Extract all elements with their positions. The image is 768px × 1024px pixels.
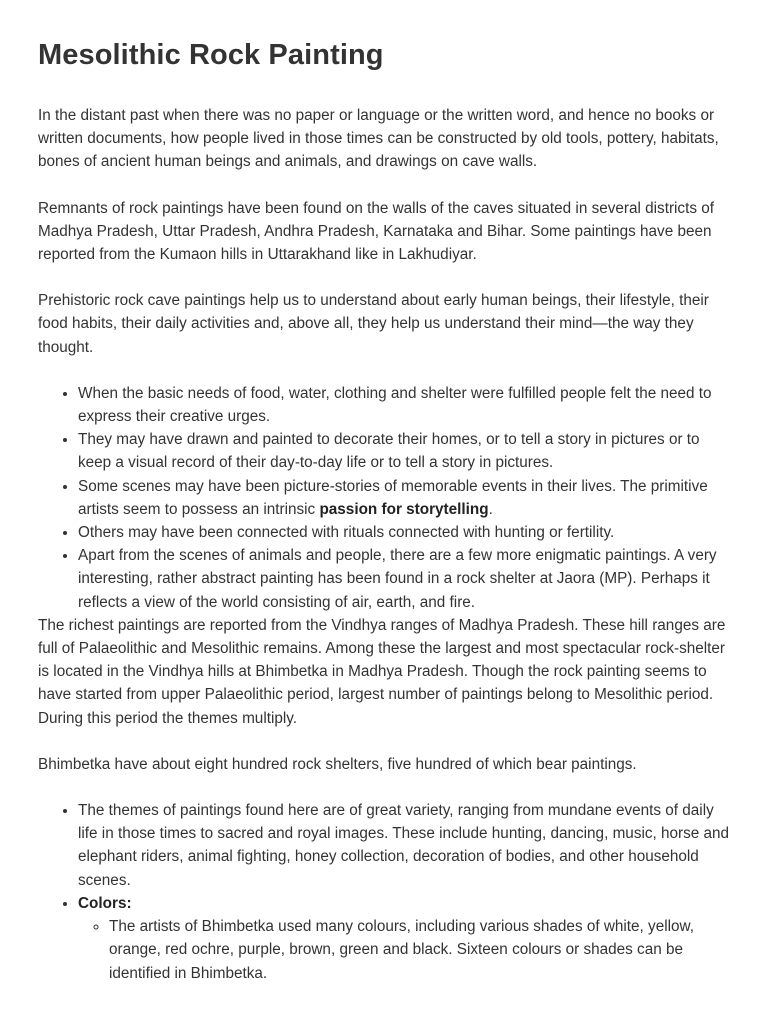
page-title: Mesolithic Rock Painting (38, 39, 384, 71)
list-item-colors (78, 892, 730, 985)
list-item-text: Some scenes may have been picture-stories of memorable events in their lives. The primitive artists seem to possess an intrinsic (78, 477, 708, 518)
list-item-text-end: . (488, 500, 493, 518)
paragraph-intro: In the distant past when there was no paper or language or the written word, and hence no books or written documents, how people lived in those times can be constructed by old tools, pottery, habitats, bones of ancient human beings and animals, and drawings on cave walls. (38, 107, 719, 171)
storytelling-emphasis: passion for storytelling (319, 500, 489, 518)
list-item: • When the basic needs of food, water, clothing and shelter were fulfilled people felt the need to express their creative urges. (78, 382, 730, 428)
reasons-list (38, 382, 730, 614)
list-item: • Others may have been connected with rituals connected with hunting or fertility. (78, 521, 730, 544)
list-item (78, 475, 730, 521)
bhimbetka-list (38, 799, 730, 985)
paragraph-vindhya: The richest paintings are reported from the Vindhya ranges of Madhya Pradesh. These hill ranges are full of Palaeolithic and Mesolithic remains. Among these the largest and most spectacular rock-shelter is located in the Vindhya hills at Bhimbetka in Madhya Pradesh. Though the rock painting seems to have started from upper Palaeolithic period, largest number of paintings belong to Mesolithic period. During this period the themes multiply. (38, 616, 726, 727)
sublist-item: ◦ The artists of Bhimbetka used many colours, including various shades of white, yellow, orange, red ochre, purple, brown, green and black. Sixteen colours or shades can be identified in Bhimbetka. (109, 915, 730, 985)
list-item: • They may have drawn and painted to decorate their homes, or to tell a story in pictures or to keep a visual record of their day-to-day life or to tell a story in pictures. (78, 428, 730, 474)
colors-sublist (78, 915, 730, 985)
colors-label: Colors: (78, 894, 132, 912)
paragraph-remnants: Remnants of rock paintings have been found on the walls of the caves situated in several districts of Madhya Pradesh, Uttar Pradesh, Andhra Pradesh, Karnataka and Bihar. Some paintings have been reported from the Kumaon hills in Uttarakhand like in Lakhudiyar. (38, 199, 714, 264)
paragraph-bhimbetka: Bhimbetka have about eight hundred rock shelters, five hundred of which bear paintings. (38, 755, 637, 773)
list-item: • The themes of paintings found here are of great variety, ranging from mundane events of daily life in those times to sacred and royal images. These include hunting, dancing, music, horse and elephant riders, animal fighting, honey collection, decoration of bodies, and other household scenes. (78, 799, 730, 892)
paragraph-prehistoric: Prehistoric rock cave paintings help us to understand about early human beings, their lifestyle, their food habits, their daily activities and, above all, they help us understand their mind—the way they thought. (38, 292, 709, 356)
list-item: • Apart from the scenes of animals and people, there are a few more enigmatic paintings. A very interesting, rather abstract painting has been found in a rock shelter at Jaora (MP). Perhaps it reflects a view of the world consisting of air, earth, and fire. (78, 544, 730, 614)
